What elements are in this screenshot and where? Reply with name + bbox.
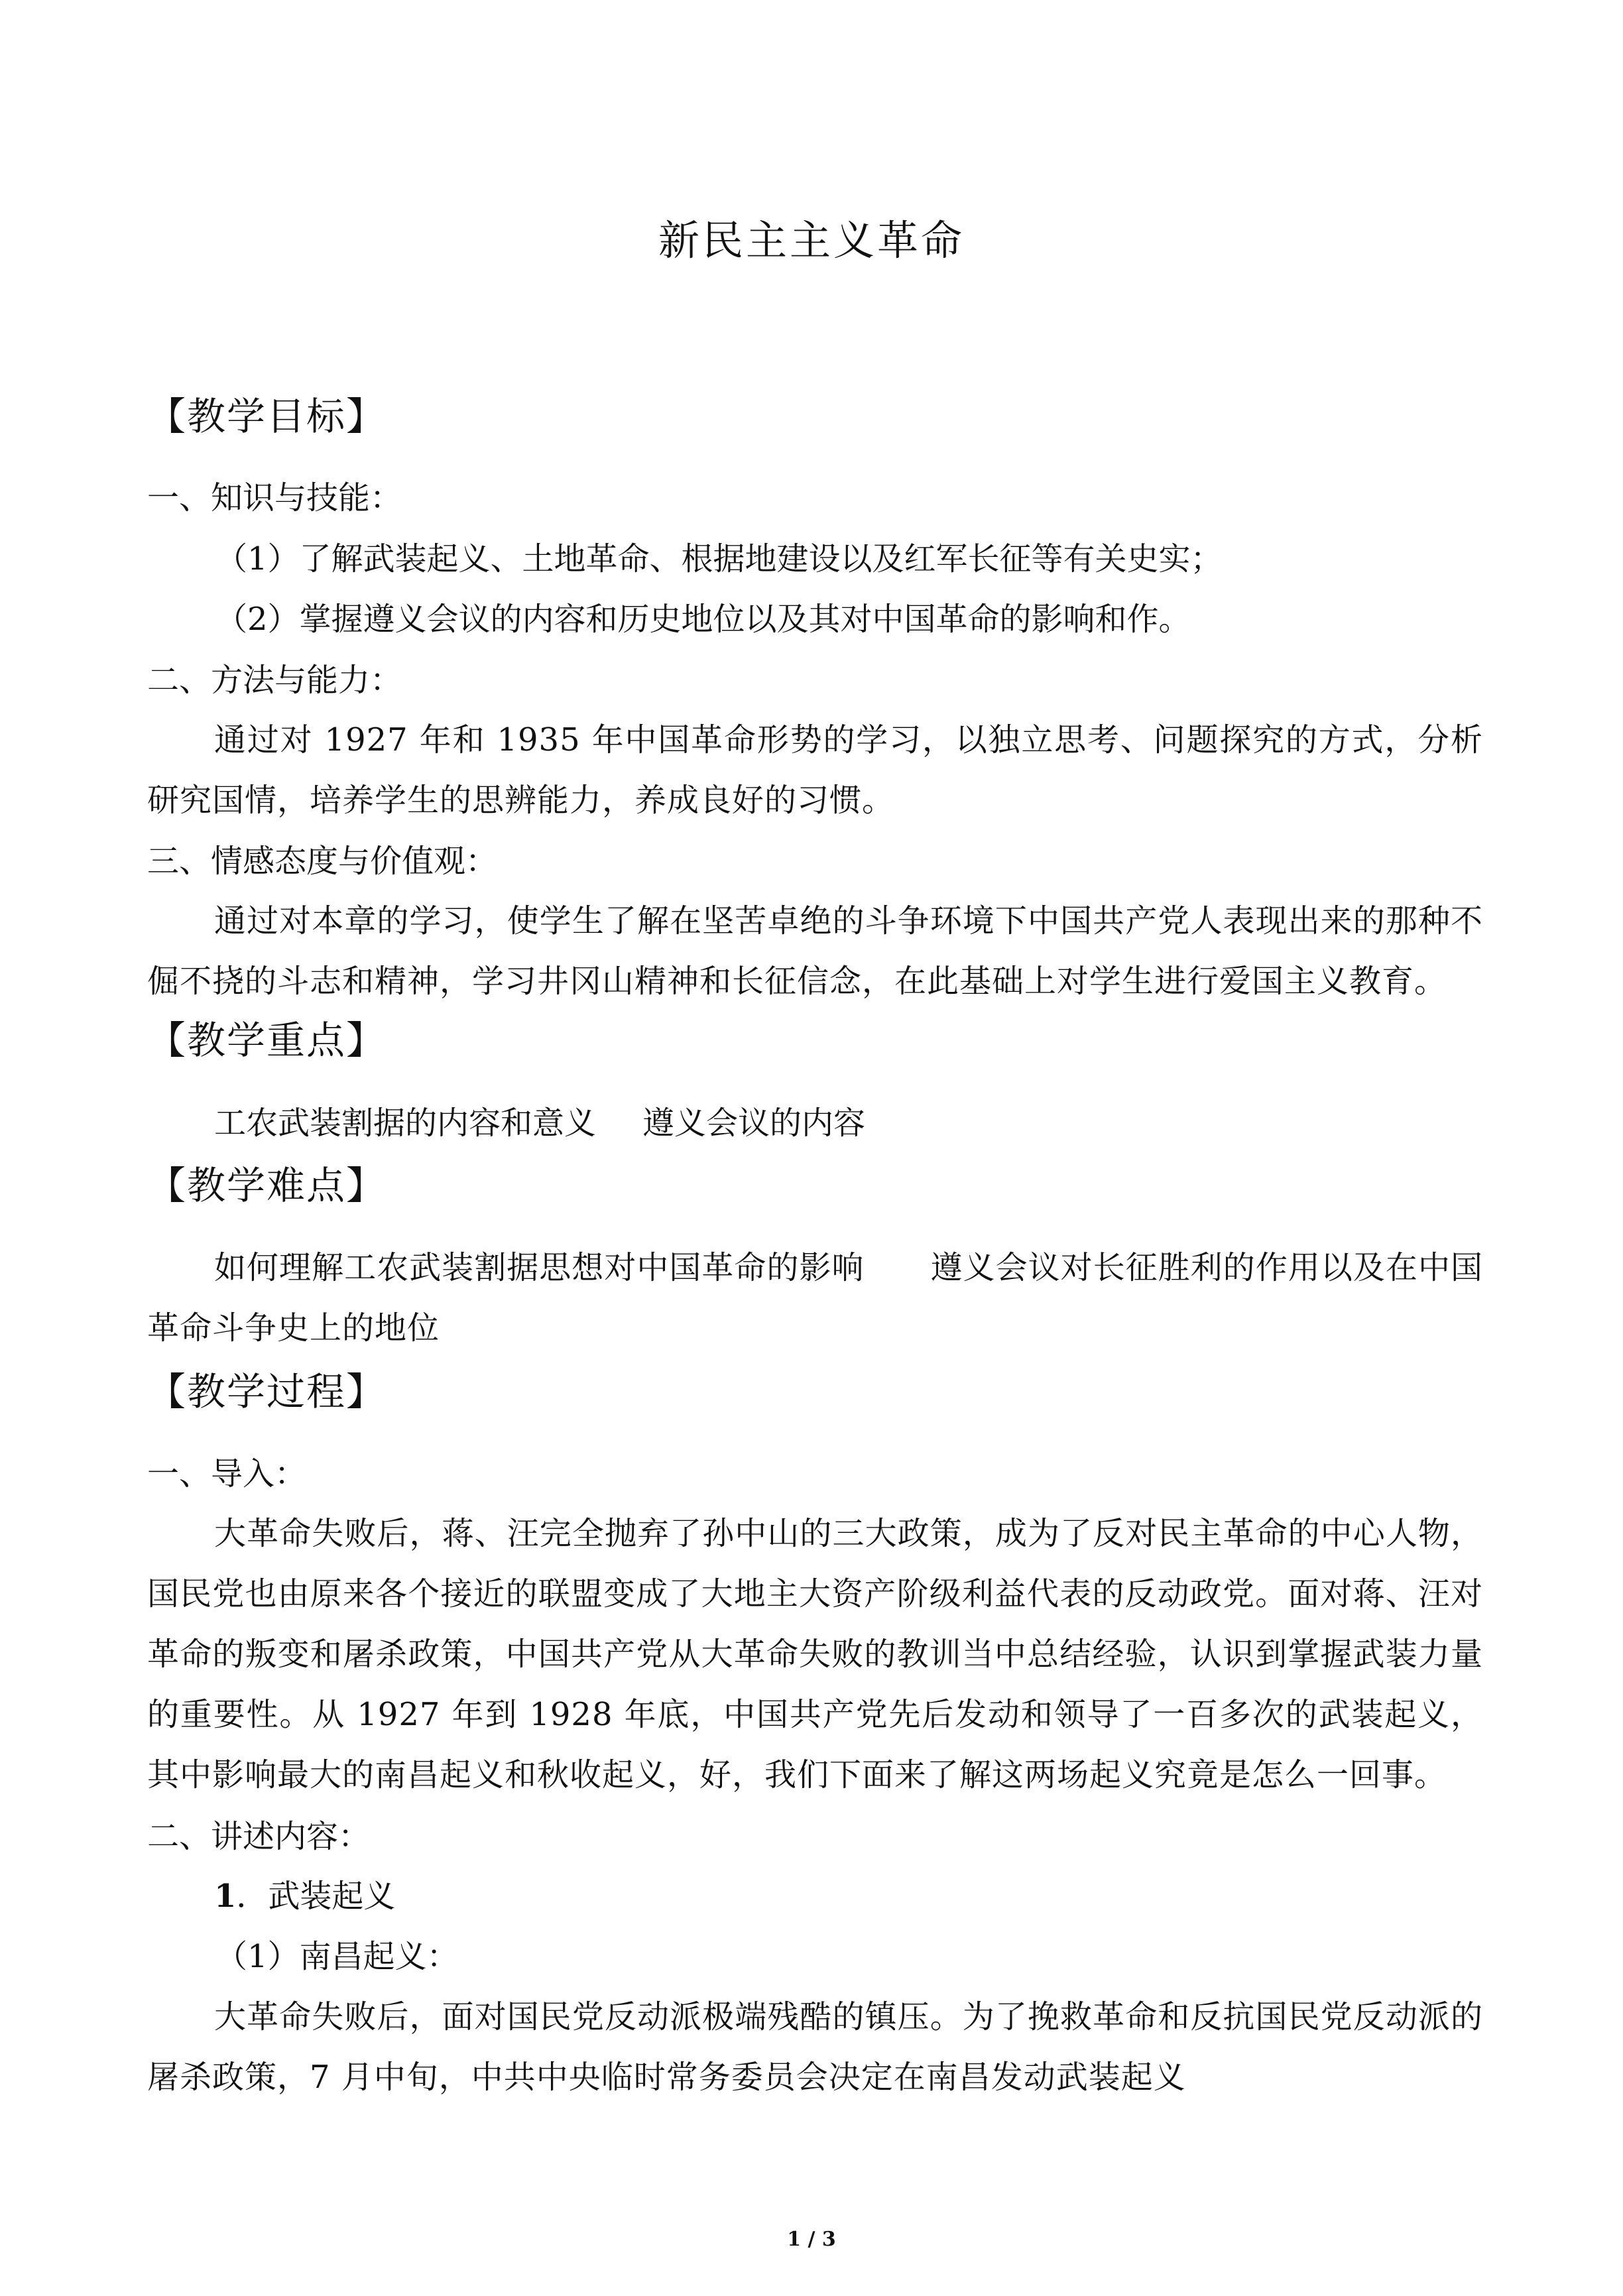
subsection-1-title: ．武装起义 <box>236 1878 396 1915</box>
page-indicator: 1 / 3 <box>787 2228 836 2251</box>
subsection-1-1-heading: （1）南昌起义： <box>215 1938 459 1975</box>
knowledge-label: 一、知识与技能： <box>147 479 402 516</box>
intro-paragraph: 大革命失败后，蒋、汪完全抛弃了孙中山的三大政策，成为了反对民主革命的中心人物，国民党也由原来各个接近的联盟变成了大地主大资产阶级利益代表的反动政党。面对蒋、汪对革命的叛变和屠杀政策，中国共产党从大革命失败的教训当中总结经验，认识到掌握武装力量的重要性。从 1927 年到 1928 年底，中国共产党先后发动和领导了一百多次的武装起义，其中影响最大的南昌起义和秋收起义，好，我们下面来了解这两场起义究竟是怎么一回事。 <box>147 1515 1483 1793</box>
content-label: 二、讲述内容： <box>147 1818 371 1855</box>
key-point-2: 遵义会议的内容 <box>642 1105 866 1142</box>
difficulty-1: 如何理解工农武装割据思想对中国革命的影响 <box>214 1249 865 1286</box>
emotion-label: 三、情感态度与价值观： <box>147 843 498 880</box>
subsection-1-1-paragraph: 大革命失败后，面对国民党反动派极端残酷的镇压。为了挽救革命和反抗国民党反动派的屠杀政策，7 月中旬，中共中央临时常务委员会决定在南昌发动武装起义 <box>147 1998 1483 2096</box>
key-point-1: 工农武装割据的内容和意义 <box>214 1105 597 1142</box>
document-title: 新民主主义革命 <box>658 216 965 265</box>
emotion-paragraph: 通过对本章的学习，使学生了解在坚苦卓绝的斗争环境下中国共产党人表现出来的那种不倔不挠的斗志和精神，学习井冈山精神和长征信念，在此基础上对学生进行爱国主义教育。 <box>147 902 1483 1000</box>
key-points-line <box>214 1093 865 1153</box>
subsection-1-number: 1 <box>214 1878 237 1915</box>
key-points-heading: 【教学重点】 <box>147 1018 387 1063</box>
knowledge-item-1: （1）了解武装起义、土地革命、根据地建设以及红军长征等有关史实； <box>215 540 1223 577</box>
difficulties-heading: 【教学难点】 <box>147 1163 387 1208</box>
knowledge-item-2: （2）掌握遵义会议的内容和历史地位以及其对中国革命的影响和作。 <box>215 601 1191 638</box>
subsection-1-heading <box>214 1866 395 1926</box>
difficulties-paragraph <box>147 1238 1483 1359</box>
method-label: 二、方法与能力： <box>147 662 402 699</box>
process-heading: 【教学过程】 <box>147 1369 387 1414</box>
intro-label: 一、导入： <box>147 1455 307 1492</box>
objectives-heading: 【教学目标】 <box>147 394 387 439</box>
difficulty-2: 遵义会议对长征胜利的作用以及在中国革命斗争史上的地位 <box>147 1249 1483 1347</box>
method-paragraph: 通过对 1927 年和 1935 年中国革命形势的学习，以独立思考、问题探究的方式，分析研究国情，培养学生的思辨能力，养成良好的习惯。 <box>147 721 1483 819</box>
